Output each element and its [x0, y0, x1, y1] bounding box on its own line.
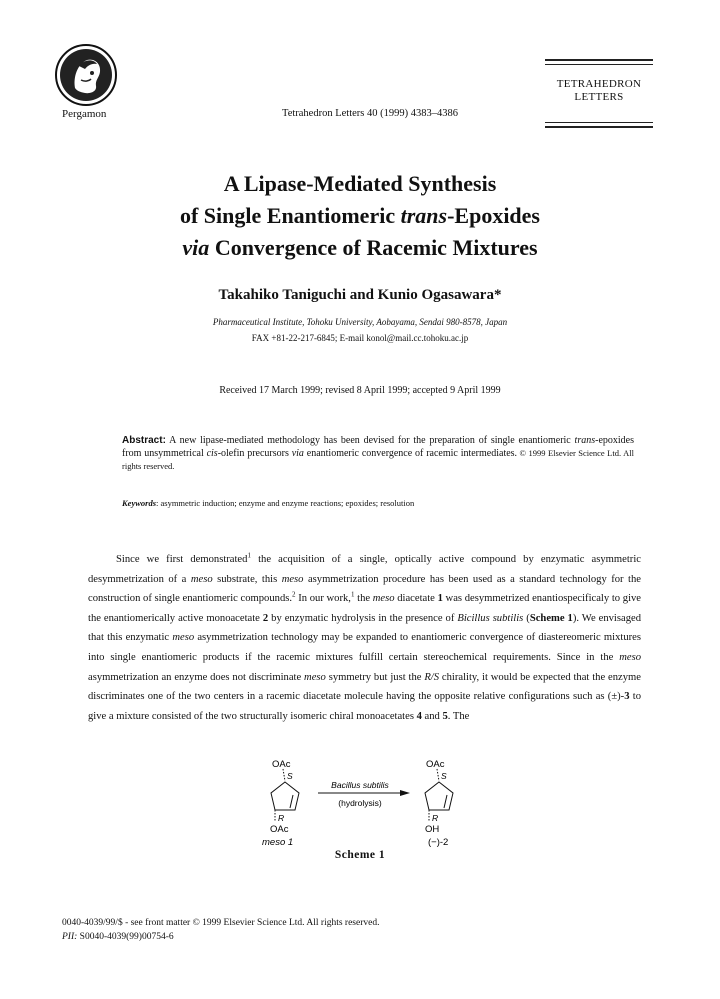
abstract-italic: via — [291, 448, 304, 459]
title-italic: via — [182, 235, 210, 260]
title-text: Convergence of Racemic Mixtures — [209, 235, 538, 260]
affiliation: Pharmaceutical Institute, Tohoku University, Aobayama, Sendai 980-8578, Japan — [212, 317, 508, 327]
left-top-substituent: OAc — [272, 759, 291, 770]
abstract-text: A new lipase-mediated methodology has been devised for the preparation of single enantiomeric — [165, 435, 575, 446]
body-text: diacetate — [394, 593, 438, 605]
title-text: of Single Enantiomeric — [179, 203, 401, 228]
keywords-label: Keywords — [122, 498, 156, 508]
abstract-text: enantiomeric convergence of racemic intermediates. — [303, 448, 518, 459]
abstract-italic: cis — [206, 448, 218, 459]
scheme-caption: Scheme 1 — [334, 849, 386, 861]
body-italic: meso — [372, 593, 395, 605]
body-text: asymmetrization procedure has been used as a standard technology for the construction of single enantiomeric compounds. — [88, 573, 641, 605]
journal-label-line2: LETTERS — [574, 91, 624, 103]
left-top-bond — [283, 769, 285, 781]
arrow-reagent: Bacillus subtilis — [331, 780, 389, 790]
title-italic: trans — [400, 203, 448, 228]
body-italic: meso — [619, 651, 641, 663]
body-text: by enzymatic hydrolysis in the presence of — [268, 612, 458, 624]
body-text: In our work, — [295, 593, 351, 605]
compound-number: 5 — [442, 710, 448, 722]
compound-number: 1 — [437, 593, 443, 605]
abstract-label: Abstract: — [122, 435, 166, 446]
body-italic: R/S — [424, 671, 440, 683]
body-text: . The — [447, 710, 470, 722]
body-text: the — [354, 593, 373, 605]
title-line-2 — [0, 200, 720, 232]
body-text: the acquisition of a single, optically active compound by enzymatic asymmetric desymmetrization of a — [88, 554, 641, 585]
left-bottom-substituent: OAc — [270, 824, 289, 835]
right-top-bond — [437, 769, 439, 781]
left-double-bond — [290, 795, 293, 808]
body-text: and — [421, 710, 443, 722]
arrow-condition: (hydrolysis) — [338, 798, 382, 808]
right-r-label: R — [432, 813, 439, 823]
body-text: asymmetrization technology may be expanded to enantiomeric convergence of diastereomeric mixtures into single enantiomeric products if the racemic mixtures fulfill certain stereochemical requirements. Since in the — [88, 632, 641, 663]
title-line-3 — [0, 232, 720, 264]
body-italic: meso — [304, 671, 326, 683]
article-title — [0, 168, 720, 264]
scheme-reference: Scheme 1 — [529, 612, 573, 624]
right-ring — [425, 782, 453, 810]
body-text: ( — [523, 612, 530, 624]
right-compound-name: (−)-2 — [428, 837, 449, 848]
body-text: substrate, this — [212, 573, 282, 585]
reference-marker: 1 — [247, 551, 251, 560]
pii-value: S0040-4039(99)00754-6 — [77, 932, 174, 942]
reaction-arrowhead — [400, 790, 410, 796]
body-text: chirality, it would be expected that the enzyme discriminates one of the two centers in a racemic diacetate molecule having the opposite relative configurations such as (±)- — [88, 671, 641, 703]
abstract-copyright: © 1999 Elsevier Science Ltd. All rights reserved. — [122, 448, 634, 471]
body-italic: meso — [172, 632, 195, 644]
body-text: Since we first demonstrated — [116, 554, 248, 565]
abstract-text: -olefin precursors — [217, 448, 292, 459]
header-rule-bottom-thin — [545, 122, 653, 123]
body-italic: meso — [190, 573, 213, 585]
publisher-name: Pergamon — [62, 108, 107, 120]
header-rule-top — [545, 59, 653, 61]
body-italic: Bicillus subtilis — [457, 612, 524, 624]
left-r-label: R — [278, 813, 285, 823]
title-line-1: A Lipase-Mediated Synthesis — [223, 171, 497, 196]
journal-label-line1: TETRAHEDRON — [556, 78, 642, 90]
body-italic: meso — [281, 573, 304, 585]
left-ring — [271, 782, 299, 810]
keywords-text: : asymmetric induction; enzyme and enzyme reactions; epoxides; resolution — [156, 498, 415, 508]
keywords — [122, 498, 634, 508]
title-text: -Epoxides — [447, 203, 540, 228]
publisher-logo-icon — [55, 44, 117, 106]
abstract — [122, 434, 634, 473]
right-top-substituent: OAc — [426, 759, 445, 770]
pii-label: PII: — [62, 932, 78, 942]
compound-number: 2 — [262, 612, 269, 624]
left-compound-name: meso 1 — [262, 837, 294, 848]
body-text: to give a mixture consisted of the two structurally isomeric chiral monoacetates — [88, 691, 641, 722]
received-dates: Received 17 March 1999; revised 8 April 1999; accepted 9 April 1999 — [219, 385, 501, 396]
reference-marker: 2 — [292, 590, 296, 599]
footer-copyright: 0040-4039/99/$ - see front matter © 1999 Elsevier Science Ltd. All rights reserved. — [62, 918, 380, 928]
right-s-label: S — [441, 771, 447, 781]
journal-reference: Tetrahedron Letters 40 (1999) 4383–4386 — [282, 108, 458, 119]
compound-number: 3 — [624, 691, 630, 703]
body-text: was desymmetrized enantiospecificaly to give the enantiomerically active monoacetate — [88, 593, 642, 624]
journal-label — [545, 78, 653, 104]
reference-marker: 1 — [350, 590, 355, 599]
right-bottom-substituent: OH — [425, 824, 440, 835]
body-text: asymmetrization an enzyme does not discriminate — [88, 671, 305, 683]
contact-info: FAX +81-22-217-6845; E-mail konol@mail.cc.tohoku.ac.jp — [251, 333, 469, 343]
compound-number: 4 — [416, 710, 422, 722]
body-text: symmetry but just the — [325, 671, 425, 683]
right-double-bond — [444, 795, 447, 808]
body-paragraph — [88, 550, 641, 726]
abstract-text: -epoxides from unsymmetrical — [122, 435, 634, 459]
body-text: ). We envisaged that this enzymatic — [88, 612, 641, 644]
header-rule-bottom — [545, 126, 653, 128]
footer-pii — [62, 932, 174, 942]
authors: Takahiko Taniguchi and Kunio Ogasawara* — [218, 287, 502, 303]
left-s-label: S — [287, 771, 293, 781]
abstract-italic: trans — [574, 435, 596, 446]
header-rule-top-thin — [545, 64, 653, 65]
